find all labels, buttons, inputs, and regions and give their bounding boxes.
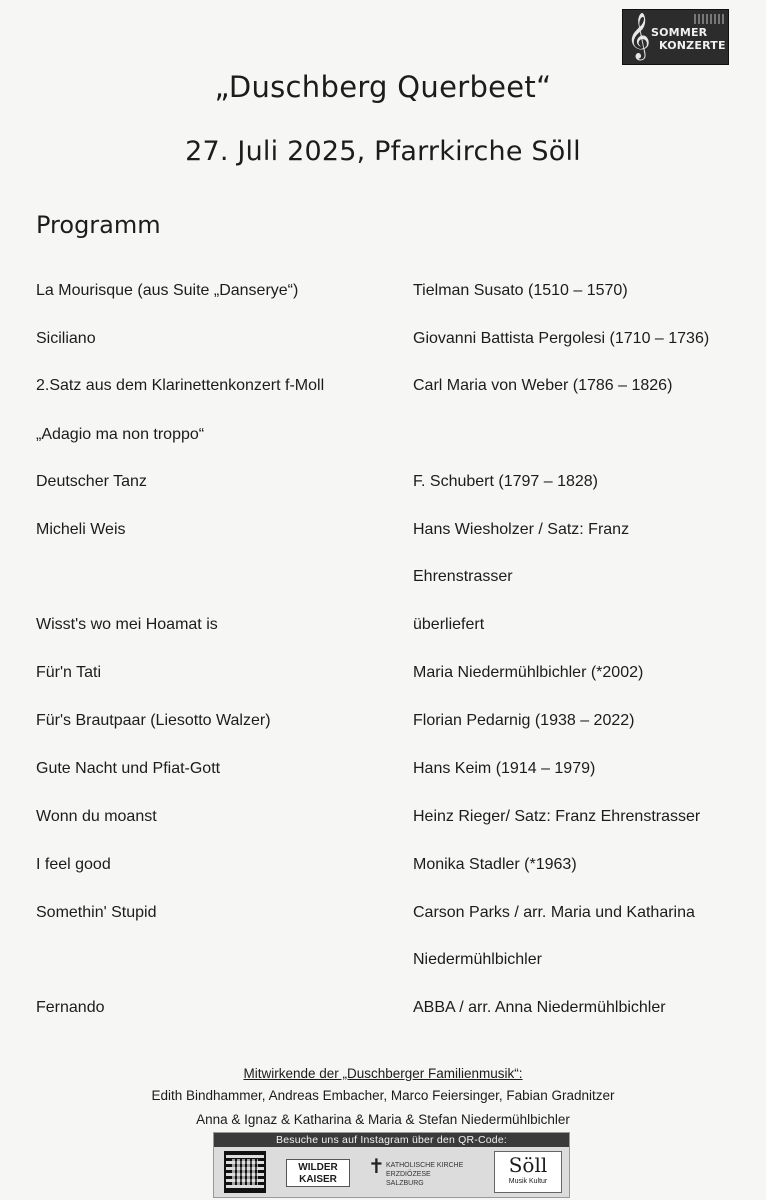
program-composer: Giovanni Battista Pergolesi (1710 – 1736) [413,330,710,347]
sponsor-soell-sub: Musik Kultur [508,1178,548,1185]
sponsor-footer [213,1132,570,1198]
program-composer: Carson Parks / arr. Maria und Katharina [413,904,695,921]
program-piece: Deutscher Tanz [36,473,147,490]
program-composer: Ehrenstrasser [413,568,513,585]
sponsor-wilder-kaiser-line1: WILDER [298,1162,338,1173]
sponsor-church-logo [364,1153,474,1189]
sommerkonzerte-logo [622,9,729,65]
program-composer: Monika Stadler (*1963) [413,856,577,873]
program-composer: Niedermühlbichler [413,951,542,968]
program-piece: Micheli Weis [36,521,126,538]
sponsor-wilder-kaiser-line2: KAISER [299,1174,337,1185]
program-composer: F. Schubert (1797 – 1828) [413,473,599,490]
logo-line1: SOMMER [651,26,708,39]
sponsor-soell-name: Söll [508,1153,548,1177]
concert-date-venue: 27. Juli 2025, Pfarrkirche Söll [185,136,581,167]
cross-icon: ✝ [368,1156,385,1178]
program-composer: Hans Wiesholzer / Satz: Franz [413,521,630,538]
section-heading: Programm [36,211,161,239]
program-composer: Maria Niedermühlbichler (*2002) [413,664,644,681]
program-composer: Carl Maria von Weber (1786 – 1826) [413,377,673,394]
sponsor-wilder-kaiser-logo [286,1159,350,1187]
program-piece: „Adagio ma non troppo“ [36,426,205,443]
program-piece: Für's Brautpaar (Liesotto Walzer) [36,712,271,729]
logo-line2: KONZERTE [659,39,726,52]
program-piece: Somethin' Stupid [36,904,157,921]
program-composer: überliefert [413,616,485,633]
instagram-qr-code[interactable] [224,1151,266,1193]
program-composer: Heinz Rieger/ Satz: Franz Ehrenstrasser [413,808,701,825]
performers-line-1: Edith Bindhammer, Andreas Embacher, Marco Feiersinger, Fabian Gradnitzer [151,1088,615,1103]
performers-line-2: Anna & Ignaz & Katharina & Maria & Stefan Niedermühlbichler [196,1112,570,1127]
program-composer: Tielman Susato (1510 – 1570) [413,282,628,299]
program-piece: Siciliano [36,330,96,347]
program-composer: ABBA / arr. Anna Niedermühlbichler [413,999,666,1016]
program-piece: 2.Satz aus dem Klarinettenkonzert f-Moll [36,377,325,394]
logo-decoration [694,14,724,24]
program-piece: La Mourisque (aus Suite „Danserye“) [36,282,299,299]
sponsor-soell-logo [494,1151,562,1193]
program-piece: Für'n Tati [36,664,102,681]
program-piece: I feel good [36,856,111,873]
program-piece: Wisst's wo mei Hoamat is [36,616,218,633]
program-composer: Florian Pedarnig (1938 – 2022) [413,712,635,729]
performers-heading: Mitwirkende der „Duschberger Familienmusik“: [243,1066,523,1081]
program-composer: Hans Keim (1914 – 1979) [413,760,596,777]
treble-clef-icon: 𝄞 [627,13,651,59]
sponsor-church-text: KATHOLISCHE KIRCHE ERZDIÖZESE SALZBURG [386,1162,464,1187]
program-piece: Gute Nacht und Pfiat-Gott [36,760,221,777]
instagram-banner: Besuche uns auf Instagram über den QR-Code: [214,1133,569,1147]
concert-title: „Duschberg Querbeet“ [214,70,552,104]
program-piece: Fernando [36,999,105,1016]
program-piece: Wonn du moanst [36,808,157,825]
